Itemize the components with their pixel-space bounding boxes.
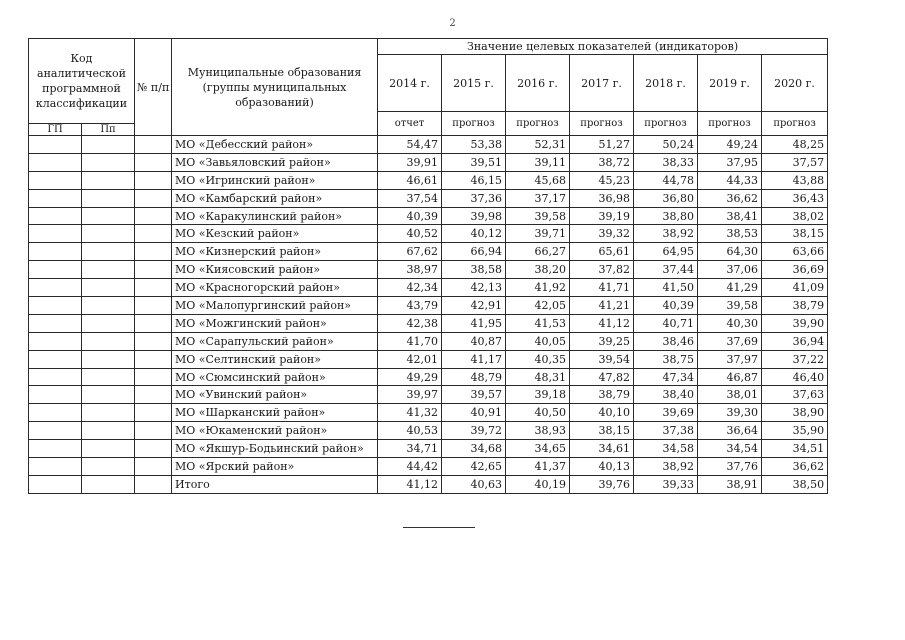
table-row [29,153,828,171]
indicator-value: 38,15 [570,422,634,440]
indicator-value: 35,90 [762,422,828,440]
row-number-cell [135,350,172,368]
pp-cell [82,404,135,422]
indicator-value: 45,23 [570,171,634,189]
indicator-value: 38,90 [762,404,828,422]
municipality-name: МО «Кезский район» [172,225,378,243]
gp-cell [29,422,82,440]
pp-cell [82,171,135,189]
indicator-value: 38,80 [634,207,698,225]
indicator-value: 37,36 [442,189,506,207]
indicator-value: 40,35 [506,350,570,368]
indicator-value: 52,31 [506,136,570,154]
indicator-value: 39,54 [570,350,634,368]
code-classification-header: Код аналитической программной классификации [29,39,135,124]
gp-cell [29,243,82,261]
row-number-cell [135,332,172,350]
indicator-value: 38,92 [634,225,698,243]
indicator-value: 51,27 [570,136,634,154]
indicator-value: 38,40 [634,386,698,404]
municipality-name: МО «Киясовский район» [172,261,378,279]
table-row [29,243,828,261]
indicator-value: 36,62 [762,458,828,476]
indicator-value: 47,34 [634,368,698,386]
pp-cell [82,314,135,332]
gp-cell [29,475,82,493]
indicator-value: 39,32 [570,225,634,243]
table-row [29,368,828,386]
pp-cell [82,350,135,368]
indicator-value: 41,70 [378,332,442,350]
indicator-value: 43,79 [378,297,442,315]
table-row [29,350,828,368]
indicator-value: 39,69 [634,404,698,422]
table-row [29,458,828,476]
table-row [29,189,828,207]
indicator-value: 41,71 [570,279,634,297]
municipality-name: МО «Якшур-Бодьинский район» [172,440,378,458]
indicator-value: 41,12 [378,475,442,493]
year-header: 2017 г. [570,55,634,112]
municipality-name: МО «Завьяловский район» [172,153,378,171]
indicator-value: 39,76 [570,475,634,493]
gp-cell [29,350,82,368]
municipality-name: МО «Камбарский район» [172,189,378,207]
indicator-value: 41,50 [634,279,698,297]
indicator-value: 40,30 [698,314,762,332]
row-number-cell [135,136,172,154]
pp-cell [82,440,135,458]
row-number-cell [135,225,172,243]
indicator-value: 40,71 [634,314,698,332]
table-row [29,261,828,279]
indicator-value: 38,93 [506,422,570,440]
pp-cell [82,207,135,225]
value-type-header: прогноз [698,112,762,136]
indicator-value: 39,71 [506,225,570,243]
indicator-value: 47,82 [570,368,634,386]
indicator-value: 38,72 [570,153,634,171]
indicators-table [28,38,828,494]
table-row [29,332,828,350]
row-number-cell [135,475,172,493]
row-number-cell [135,243,172,261]
row-number-cell [135,297,172,315]
municipality-name: МО «Дебесский район» [172,136,378,154]
indicator-value: 40,63 [442,475,506,493]
indicator-value: 48,31 [506,368,570,386]
indicator-value: 46,87 [698,368,762,386]
indicator-value: 34,61 [570,440,634,458]
indicator-value: 39,19 [570,207,634,225]
row-number-cell [135,153,172,171]
indicator-value: 44,78 [634,171,698,189]
indicator-value: 41,92 [506,279,570,297]
gp-cell [29,404,82,422]
indicator-value: 65,61 [570,243,634,261]
pp-cell [82,225,135,243]
indicator-value: 40,53 [378,422,442,440]
indicator-value: 41,12 [570,314,634,332]
municipality-name: МО «Селтинский район» [172,350,378,368]
gp-cell [29,189,82,207]
municipality-name: МО «Игринский район» [172,171,378,189]
gp-cell [29,171,82,189]
indicator-value: 39,91 [378,153,442,171]
indicator-value: 37,69 [698,332,762,350]
indicator-value: 41,21 [570,297,634,315]
indicator-value: 40,39 [634,297,698,315]
gp-cell [29,314,82,332]
indicator-value: 38,50 [762,475,828,493]
municipality-name: МО «Юкаменский район» [172,422,378,440]
table-body [29,136,828,494]
indicator-value: 42,65 [442,458,506,476]
indicator-value: 38,41 [698,207,762,225]
pp-cell [82,297,135,315]
pp-cell [82,458,135,476]
gp-cell [29,458,82,476]
indicator-value: 37,82 [570,261,634,279]
indicator-value: 48,25 [762,136,828,154]
indicator-value: 41,17 [442,350,506,368]
pp-cell [82,261,135,279]
row-number-cell [135,189,172,207]
row-number-cell [135,422,172,440]
year-header: 2015 г. [442,55,506,112]
pp-cell [82,368,135,386]
row-number-cell [135,171,172,189]
value-type-header: прогноз [762,112,828,136]
indicator-value: 37,57 [762,153,828,171]
indicator-value: 38,46 [634,332,698,350]
row-number-cell [135,314,172,332]
indicator-value: 40,19 [506,475,570,493]
indicator-value: 34,65 [506,440,570,458]
indicator-value: 40,05 [506,332,570,350]
indicator-value: 38,92 [634,458,698,476]
indicator-value: 38,97 [378,261,442,279]
indicator-value: 41,53 [506,314,570,332]
indicator-value: 37,44 [634,261,698,279]
indicator-value: 63,66 [762,243,828,261]
indicator-value: 39,18 [506,386,570,404]
indicator-value: 38,58 [442,261,506,279]
value-type-header: прогноз [506,112,570,136]
pp-cell [82,243,135,261]
indicator-value: 37,06 [698,261,762,279]
municipality-name: МО «Сарапульский район» [172,332,378,350]
indicator-value: 42,91 [442,297,506,315]
municipality-name: МО «Каракулинский район» [172,207,378,225]
indicator-value: 39,97 [378,386,442,404]
indicator-value: 66,27 [506,243,570,261]
indicator-value: 42,05 [506,297,570,315]
pp-cell [82,153,135,171]
indicator-value: 40,13 [570,458,634,476]
indicator-value: 54,47 [378,136,442,154]
indicator-value: 49,29 [378,368,442,386]
indicator-value: 36,62 [698,189,762,207]
indicator-value: 41,29 [698,279,762,297]
indicator-value: 41,95 [442,314,506,332]
indicator-value: 67,62 [378,243,442,261]
indicator-value: 34,51 [762,440,828,458]
indicator-value: 46,61 [378,171,442,189]
indicator-value: 37,38 [634,422,698,440]
gp-cell [29,332,82,350]
footer-divider [403,527,475,528]
gp-cell [29,153,82,171]
gp-cell [29,207,82,225]
indicator-value: 34,71 [378,440,442,458]
municipality-name: МО «Малопургинский район» [172,297,378,315]
indicator-value: 39,25 [570,332,634,350]
value-type-header: прогноз [634,112,698,136]
indicators-header: Значение целевых показателей (индикаторов) [378,39,828,55]
indicator-value: 39,57 [442,386,506,404]
year-header: 2020 г. [762,55,828,112]
indicator-value: 36,94 [762,332,828,350]
table-row [29,297,828,315]
gp-cell [29,440,82,458]
indicator-value: 37,22 [762,350,828,368]
indicator-value: 42,38 [378,314,442,332]
row-number-cell [135,207,172,225]
indicator-value: 42,13 [442,279,506,297]
indicator-value: 40,39 [378,207,442,225]
gp-cell [29,386,82,404]
indicator-value: 44,42 [378,458,442,476]
indicator-value: 41,37 [506,458,570,476]
indicator-value: 37,17 [506,189,570,207]
indicator-value: 39,33 [634,475,698,493]
indicator-value: 64,95 [634,243,698,261]
table-row [29,314,828,332]
indicator-value: 41,09 [762,279,828,297]
municipality-header: Муниципальные образования (группы муниципальных образований) [172,39,378,136]
indicator-value: 38,79 [570,386,634,404]
municipality-name: МО «Шарканский район» [172,404,378,422]
row-number-cell [135,440,172,458]
indicator-value: 36,80 [634,189,698,207]
value-type-header: отчет [378,112,442,136]
municipality-name: МО «Сюмсинский район» [172,368,378,386]
municipality-name: Итого [172,475,378,493]
municipality-name: МО «Кизнерский район» [172,243,378,261]
indicator-value: 48,79 [442,368,506,386]
indicator-value: 40,87 [442,332,506,350]
indicator-value: 38,53 [698,225,762,243]
row-number-cell [135,279,172,297]
indicator-value: 36,64 [698,422,762,440]
municipality-name: МО «Можгинский район» [172,314,378,332]
indicator-value: 46,15 [442,171,506,189]
table-row [29,475,828,493]
indicator-value: 34,68 [442,440,506,458]
indicator-value: 45,68 [506,171,570,189]
gp-cell [29,225,82,243]
pp-cell [82,422,135,440]
indicator-value: 42,01 [378,350,442,368]
indicator-value: 34,58 [634,440,698,458]
indicator-value: 34,54 [698,440,762,458]
pp-cell [82,332,135,350]
gp-header: ГП [29,124,82,136]
row-number-cell [135,368,172,386]
table-row [29,386,828,404]
municipality-name: МО «Ярский район» [172,458,378,476]
indicator-value: 39,58 [698,297,762,315]
row-number-cell [135,261,172,279]
row-number-cell [135,458,172,476]
pp-header: Пп [82,124,135,136]
indicator-value: 43,88 [762,171,828,189]
pp-cell [82,386,135,404]
year-header: 2019 г. [698,55,762,112]
indicator-value: 39,98 [442,207,506,225]
year-header: 2018 г. [634,55,698,112]
table-row [29,136,828,154]
indicator-value: 39,30 [698,404,762,422]
indicator-value: 40,91 [442,404,506,422]
indicator-value: 64,30 [698,243,762,261]
table-row [29,279,828,297]
year-header: 2016 г. [506,55,570,112]
indicator-value: 39,11 [506,153,570,171]
indicator-value: 37,95 [698,153,762,171]
indicator-value: 38,75 [634,350,698,368]
gp-cell [29,297,82,315]
municipality-name: МО «Увинский район» [172,386,378,404]
indicator-value: 40,12 [442,225,506,243]
indicator-value: 39,51 [442,153,506,171]
indicator-value: 38,01 [698,386,762,404]
indicator-value: 36,98 [570,189,634,207]
pp-cell [82,189,135,207]
year-header: 2014 г. [378,55,442,112]
indicator-value: 38,79 [762,297,828,315]
value-type-header: прогноз [570,112,634,136]
indicator-value: 37,54 [378,189,442,207]
table-row [29,225,828,243]
row-number-header: № п/п [135,39,172,136]
indicator-value: 46,40 [762,368,828,386]
indicator-value: 44,33 [698,171,762,189]
table-row [29,171,828,189]
indicator-value: 50,24 [634,136,698,154]
indicator-value: 40,50 [506,404,570,422]
pp-cell [82,475,135,493]
gp-cell [29,368,82,386]
row-number-cell [135,404,172,422]
table-row [29,207,828,225]
row-number-cell [135,386,172,404]
indicator-value: 53,38 [442,136,506,154]
indicator-value: 40,10 [570,404,634,422]
indicator-value: 39,58 [506,207,570,225]
pp-cell [82,279,135,297]
value-type-header: прогноз [442,112,506,136]
indicator-value: 38,15 [762,225,828,243]
indicator-value: 40,52 [378,225,442,243]
indicator-value: 38,02 [762,207,828,225]
indicator-value: 39,72 [442,422,506,440]
indicator-value: 36,43 [762,189,828,207]
page-number: 2 [449,18,456,29]
indicator-value: 38,91 [698,475,762,493]
indicator-value: 42,34 [378,279,442,297]
pp-cell [82,136,135,154]
municipality-name: МО «Красногорский район» [172,279,378,297]
indicator-value: 37,63 [762,386,828,404]
table-row [29,440,828,458]
indicator-value: 37,97 [698,350,762,368]
indicator-value: 36,69 [762,261,828,279]
gp-cell [29,136,82,154]
gp-cell [29,261,82,279]
indicator-value: 41,32 [378,404,442,422]
table-row [29,404,828,422]
indicator-value: 39,90 [762,314,828,332]
indicator-value: 38,33 [634,153,698,171]
table-row [29,422,828,440]
indicator-value: 37,76 [698,458,762,476]
indicator-value: 66,94 [442,243,506,261]
gp-cell [29,279,82,297]
indicator-value: 49,24 [698,136,762,154]
indicator-value: 38,20 [506,261,570,279]
